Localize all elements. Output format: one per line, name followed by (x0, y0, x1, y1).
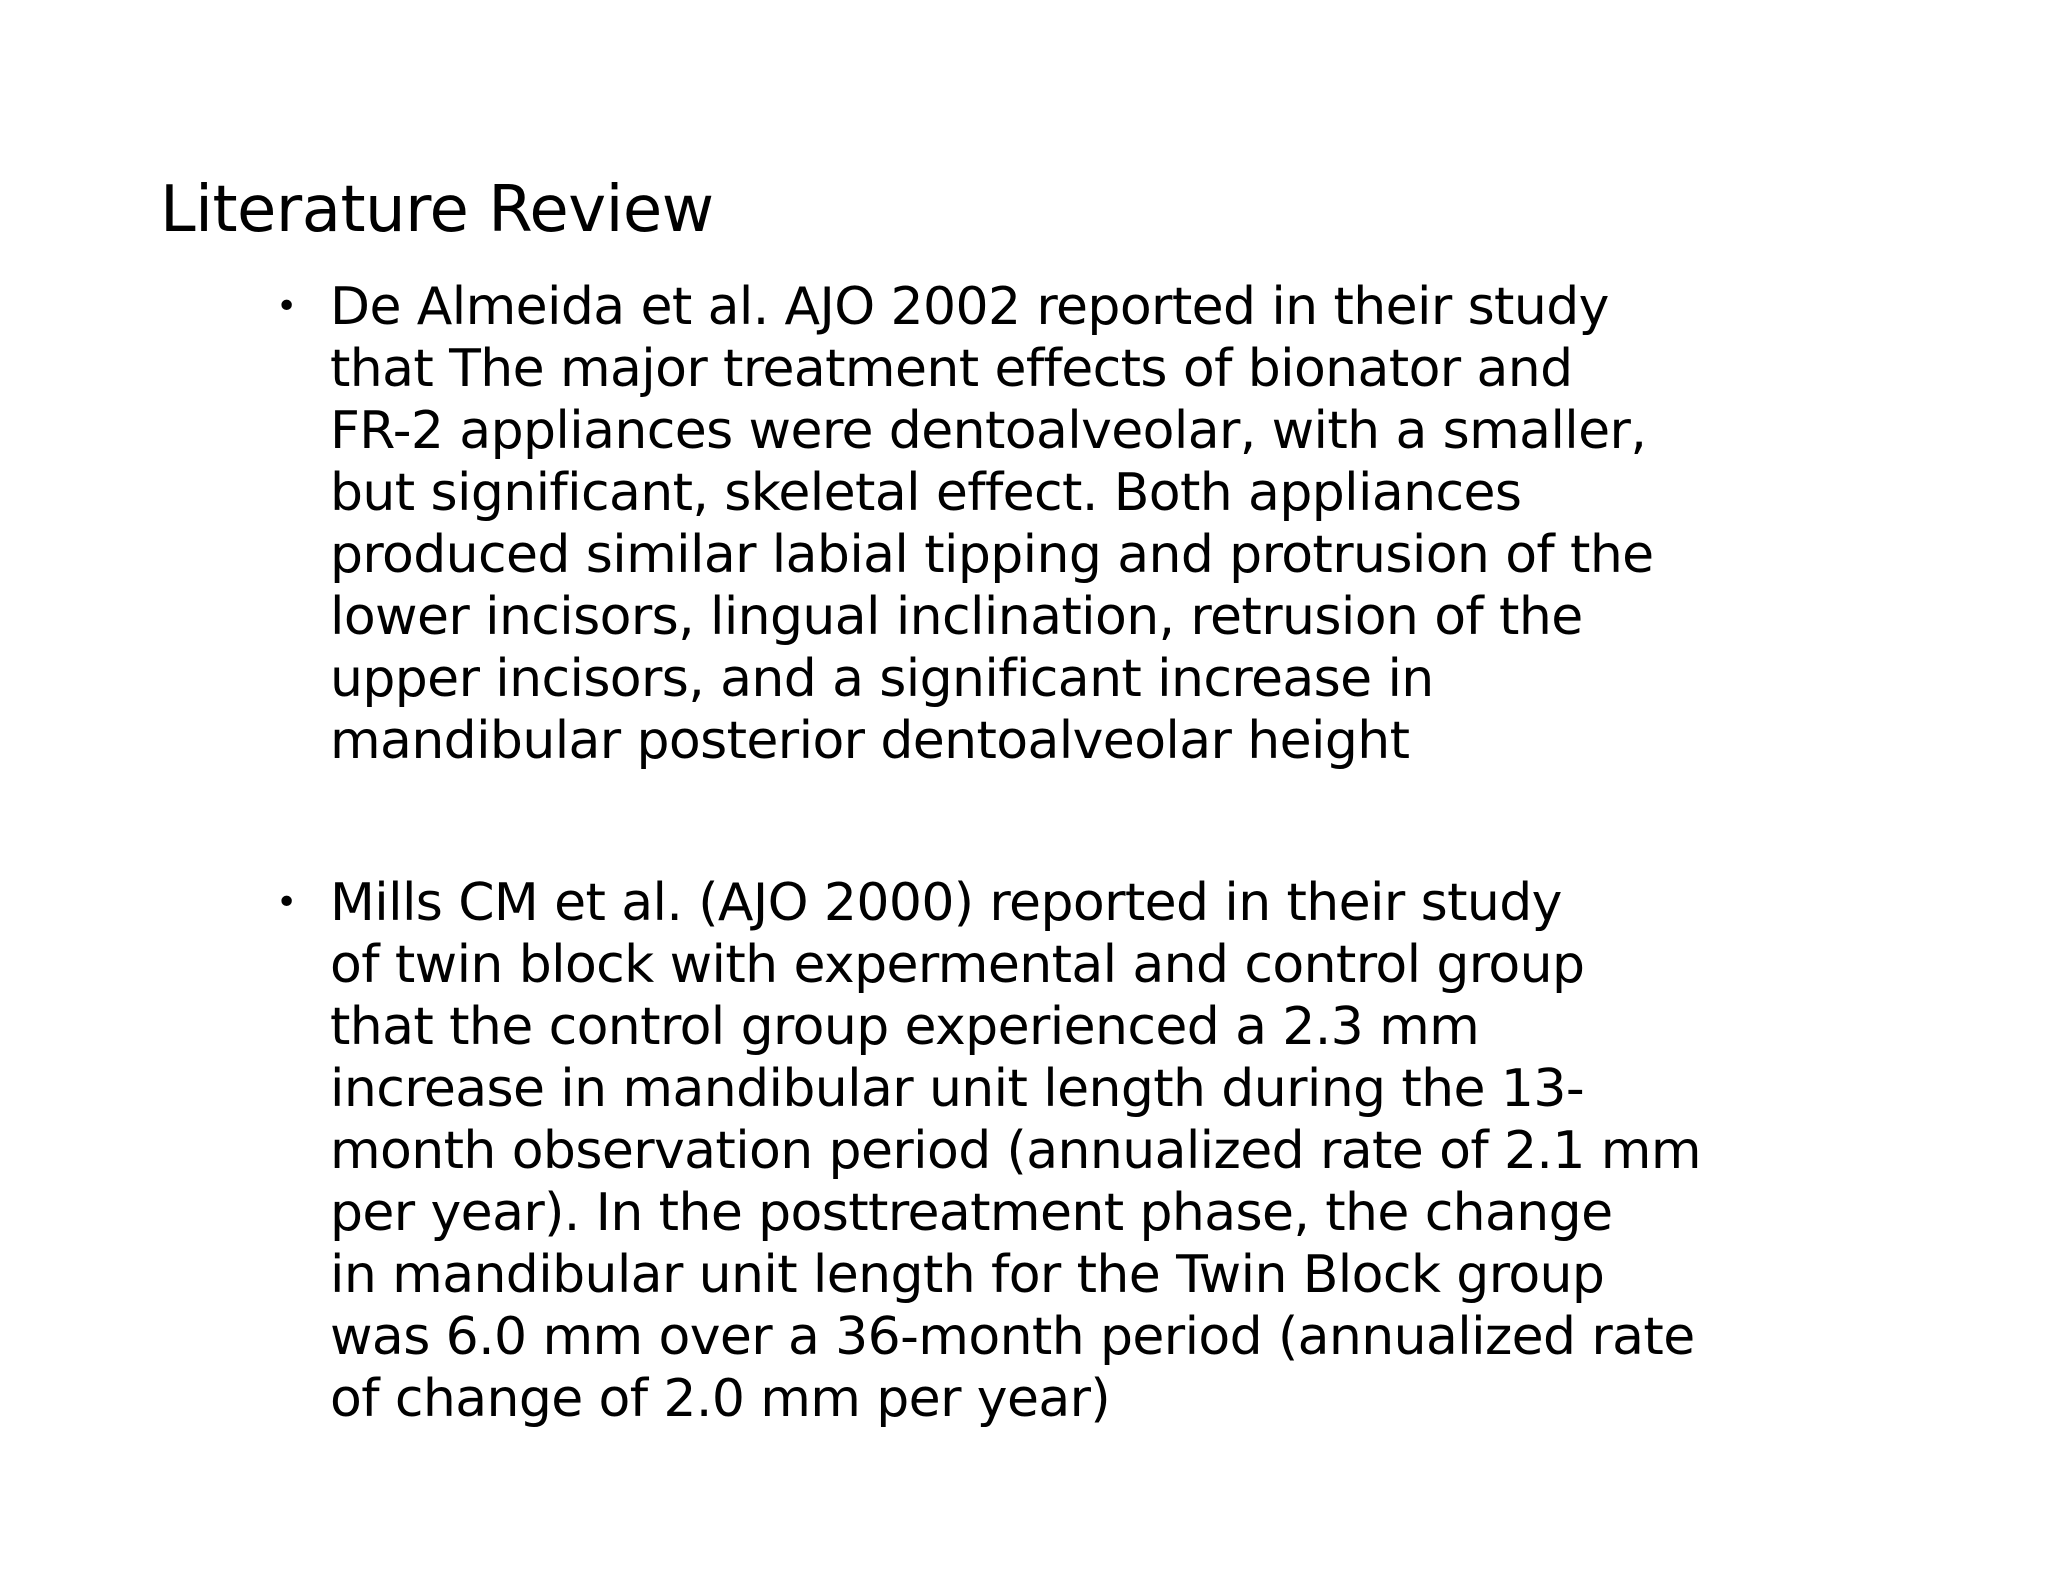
text-line: produced similar labial tipping and protrusion of the (330, 525, 1654, 585)
text-line: FR-2 appliances were dentoalveolar, with a smaller, (330, 401, 1647, 461)
bullet-list (262, 276, 1742, 1430)
bullet-item (262, 872, 1742, 1430)
text-line: Mills CM et al. (AJO 2000) reported in their study (330, 873, 1562, 933)
text-line: but significant, skeletal effect. Both appliances (330, 463, 1522, 523)
text-line: of twin block with expermental and control group (330, 935, 1585, 995)
bullet-item (262, 276, 1742, 772)
text-line: De Almeida et al. AJO 2002 reported in their study (330, 277, 1609, 337)
text-line: per year). In the posttreatment phase, the change (330, 1183, 1613, 1243)
text-line: upper incisors, and a significant increase in (330, 649, 1434, 709)
text-line: month observation period (annualized rate of 2.1 mm (330, 1121, 1701, 1181)
bullet-icon: • (276, 286, 298, 327)
text-line: in mandibular unit length for the Twin Block group (330, 1245, 1605, 1305)
text-line: that The major treatment effects of bionator and (330, 339, 1573, 399)
text-line: of change of 2.0 mm per year) (330, 1369, 1111, 1429)
bullet-icon: • (276, 882, 298, 923)
text-line: increase in mandibular unit length during the 13- (330, 1059, 1584, 1119)
text-line: was 6.0 mm over a 36-month period (annualized rate (330, 1307, 1695, 1367)
text-line: mandibular posterior dentoalveolar height (330, 711, 1410, 771)
slide-title: Literature Review (160, 173, 714, 247)
text-line: lower incisors, lingual inclination, retrusion of the (330, 587, 1583, 647)
text-line: that the control group experienced a 2.3 mm (330, 997, 1480, 1057)
